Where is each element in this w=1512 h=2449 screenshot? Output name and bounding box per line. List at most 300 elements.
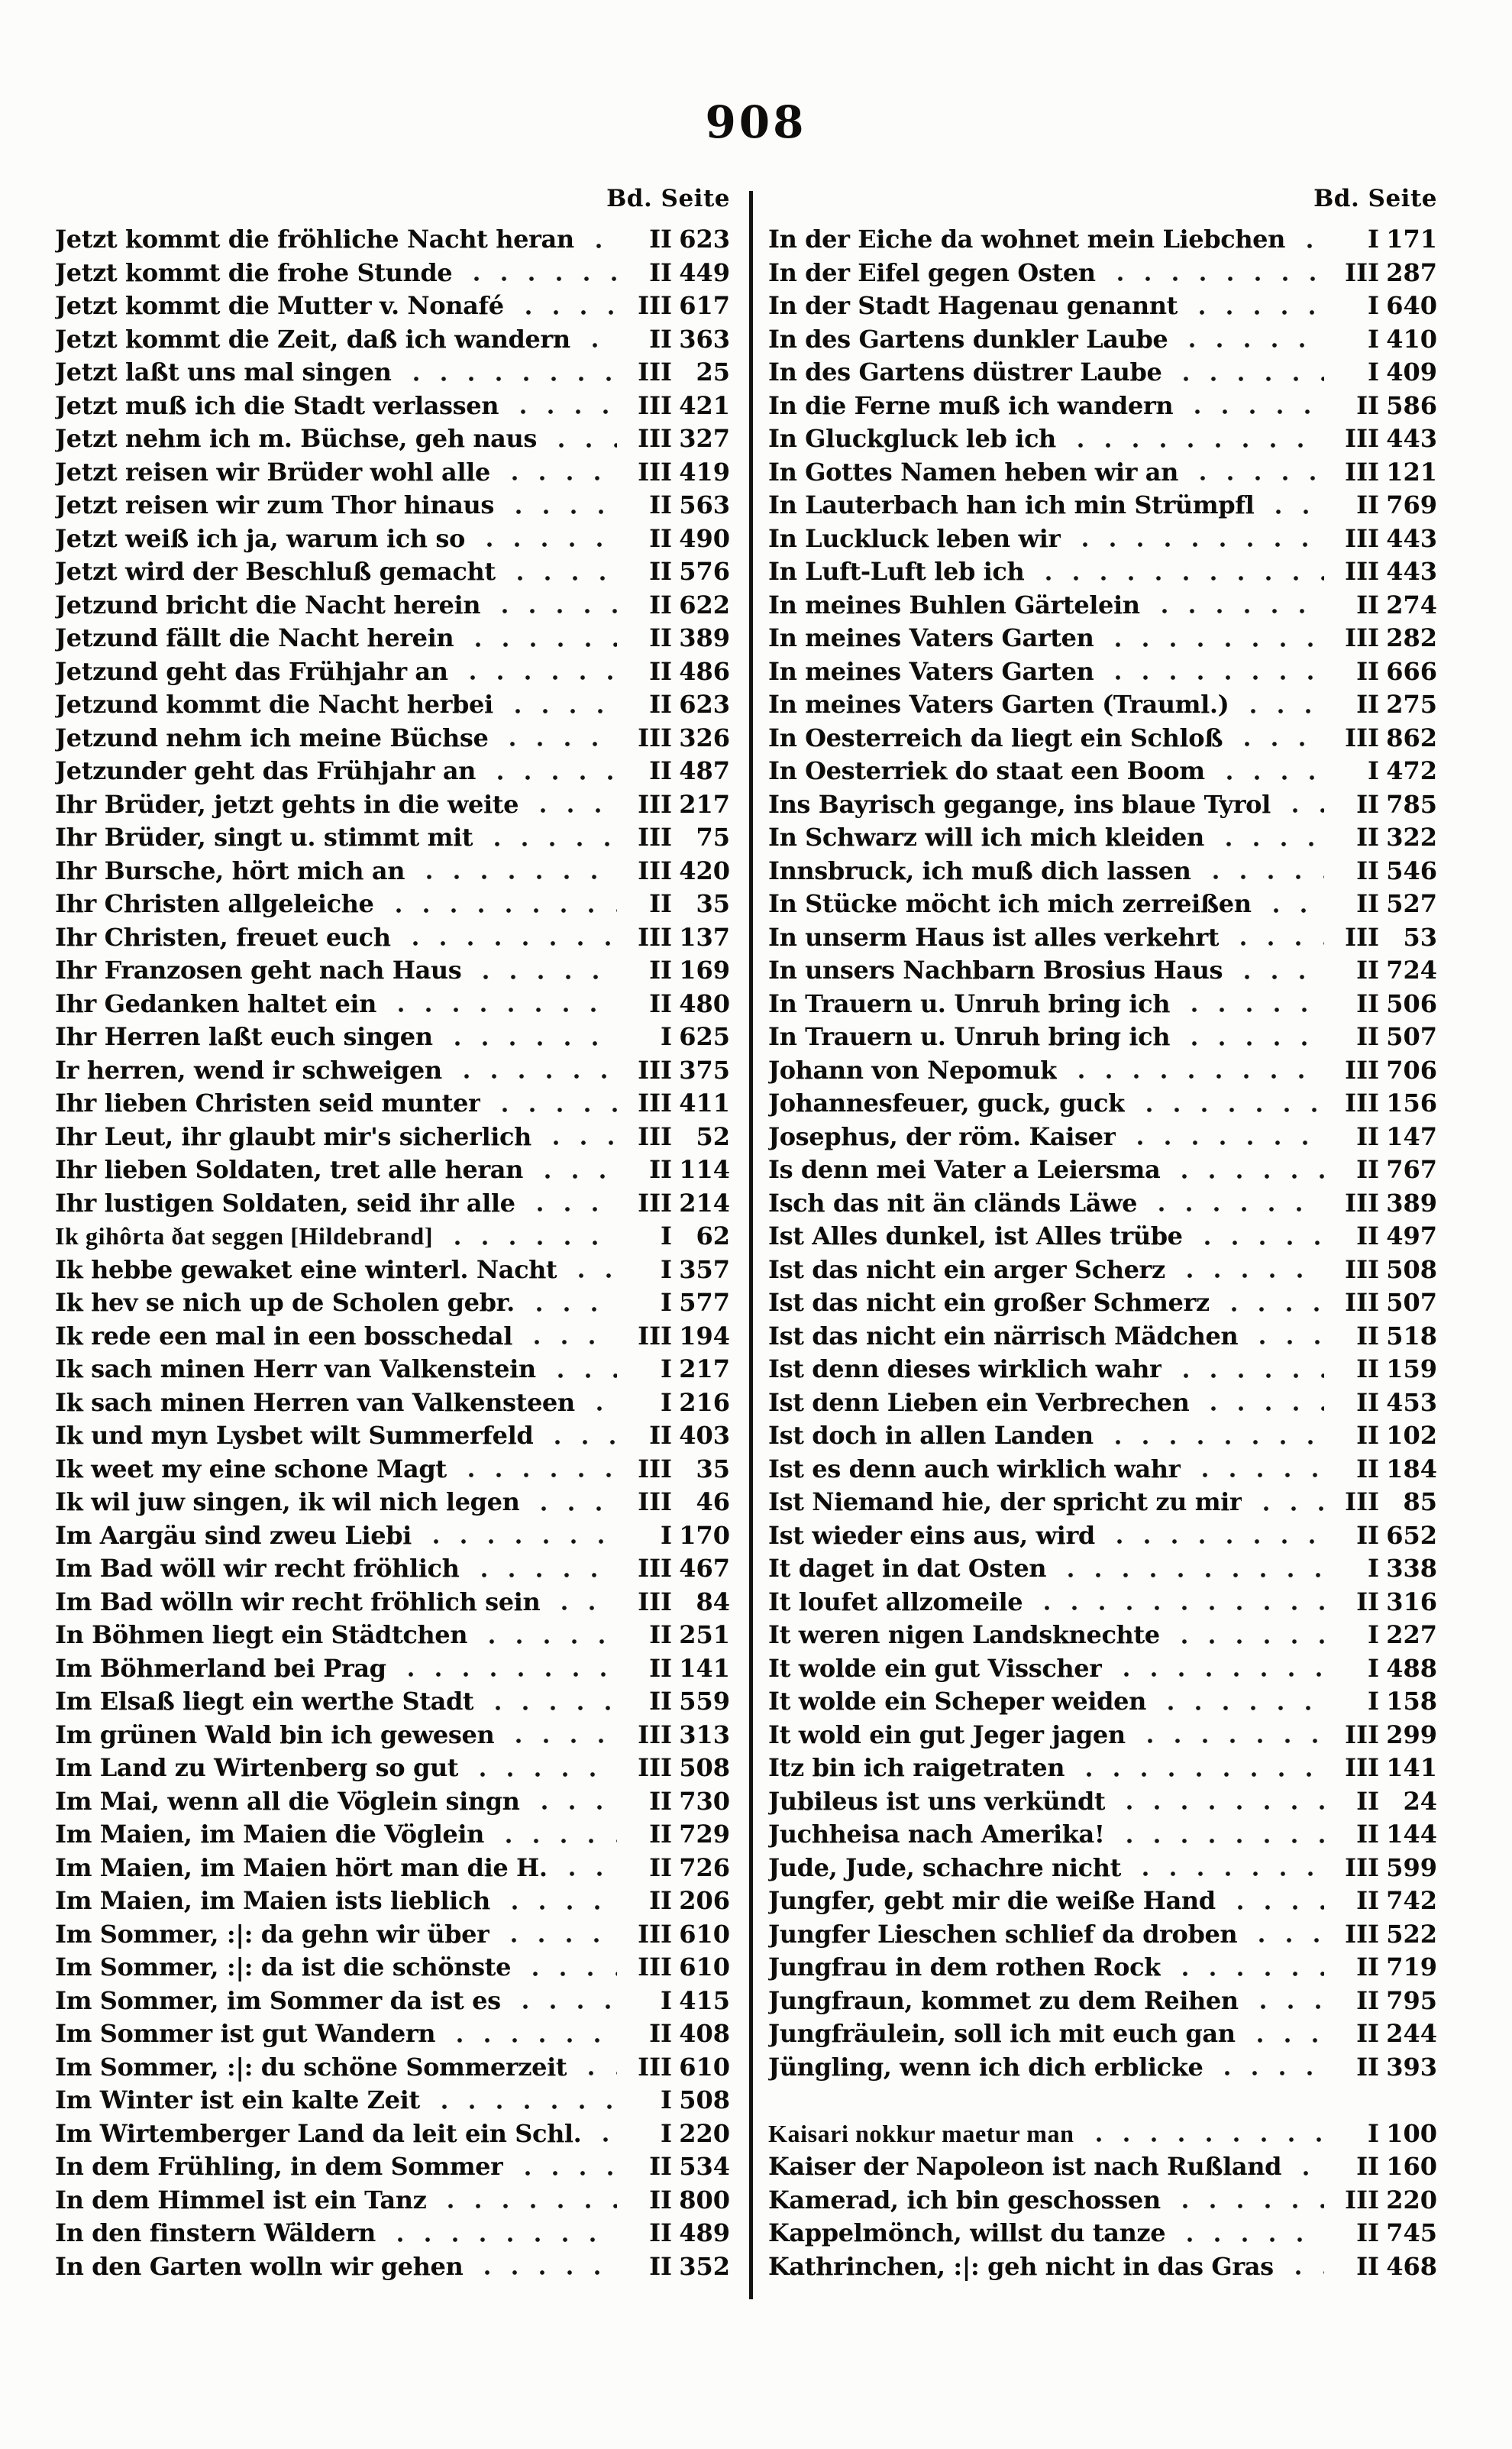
index-entry: [55, 555, 730, 589]
index-entry: [55, 888, 730, 921]
entry-title: In Lauterbach han ich min Strümpfl: [768, 490, 1255, 519]
entry-dots-leader: [551, 1605, 617, 1611]
index-entry: [768, 2150, 1437, 2184]
entry-dots-leader: [1215, 841, 1324, 847]
entry-title: Ist es denn auch wirklich wahr: [768, 1454, 1181, 1483]
entry-page: 507: [1386, 1288, 1437, 1317]
entry-page: 217: [679, 789, 730, 819]
entry-page: 326: [679, 723, 730, 752]
entry-title: Ist das nicht ein arger Scherz: [768, 1254, 1165, 1284]
entry-dots-leader: [1171, 1971, 1324, 1977]
entry-volume: III: [1345, 1089, 1379, 1118]
entry-page: 141: [679, 1653, 730, 1683]
entry-dots-leader: [499, 741, 617, 747]
entry-dots-leader: [1148, 1206, 1324, 1212]
entry-page: 518: [1386, 1321, 1437, 1351]
index-entry: [768, 1519, 1437, 1553]
index-entry: [55, 855, 730, 888]
entry-title: Im Bad wöll wir recht fröhlich: [55, 1554, 460, 1583]
index-entry: [768, 1685, 1437, 1719]
entry-dots-leader: [1262, 907, 1324, 914]
entry-volume: II: [1356, 690, 1379, 719]
entry-dots-leader: [1075, 1771, 1324, 1778]
index-entry: [55, 1619, 730, 1652]
entry-title: In Stücke möcht ich mich zerreißen: [768, 889, 1252, 918]
entry-page: 420: [679, 856, 730, 885]
entry-page: 35: [696, 889, 730, 918]
entry-dots-leader: [509, 409, 617, 415]
index-entry: [55, 1054, 730, 1088]
entry-dots-leader: [386, 2237, 617, 2243]
index-entry: [55, 1552, 730, 1586]
index-entry: [55, 921, 730, 955]
index-entry: [768, 1619, 1437, 1652]
entry-volume: I: [1368, 357, 1379, 387]
entry-page: 170: [679, 1520, 730, 1550]
entry-title: In der Eiche da wohnet mein Liebchen: [768, 225, 1286, 254]
entry-page: 623: [679, 690, 730, 719]
entry-dots-leader: [1171, 2203, 1324, 2209]
entry-dots-leader: [1104, 675, 1324, 681]
entry-volume: I: [661, 2118, 672, 2148]
entry-volume: I: [661, 1254, 672, 1284]
entry-title: Im grünen Wald bin ich gewesen: [55, 1719, 495, 1749]
entry-dots-leader: [1181, 1040, 1324, 1047]
entry-dots-leader: [1292, 2170, 1324, 2176]
entry-page: 251: [679, 1620, 730, 1649]
entry-page: 742: [1386, 1886, 1437, 1915]
entry-volume: III: [1345, 523, 1379, 553]
entry-title: Jetzt muß ich die Stadt verlassen: [55, 390, 499, 420]
entry-dots-leader: [1239, 708, 1324, 714]
entry-title: Jetzt weiß ich ja, warum ich so: [55, 523, 465, 553]
entry-dots-leader: [470, 1572, 617, 1578]
index-entry: [55, 2184, 730, 2218]
index-entry: [55, 954, 730, 988]
entry-volume: II: [649, 257, 672, 287]
entry-dots-leader: [1248, 1937, 1324, 1943]
entry-title: Ik und myn Lysbet wilt Summerfeld: [55, 1421, 534, 1450]
entry-title: Jubileus ist uns verkündt: [768, 1786, 1106, 1816]
entry-page: 102: [1386, 1421, 1437, 1450]
entry-title: Im Maien, im Maien die Vöglein: [55, 1820, 485, 1849]
index-entry: [55, 1087, 730, 1121]
entry-title: In meines Vaters Garten (Trauml.): [768, 690, 1229, 719]
entry-page: 158: [1386, 1687, 1437, 1716]
entry-volume: III: [1345, 1719, 1379, 1749]
entry-volume: III: [638, 789, 672, 819]
entry-volume: II: [1356, 856, 1379, 885]
entry-dots-leader: [483, 841, 617, 847]
entry-volume: III: [1345, 1288, 1379, 1317]
index-entry: [768, 223, 1437, 257]
entry-page: 393: [1386, 2052, 1437, 2082]
entry-dots-leader: [505, 1738, 617, 1744]
index-entry: [55, 688, 730, 722]
entry-dots-leader: [1229, 940, 1324, 946]
entry-dots-leader: [1200, 1406, 1324, 1412]
entry-page: 419: [679, 457, 730, 487]
left-column-entries: [55, 223, 730, 2283]
entry-title: Ihr lustigen Soldaten, seid ihr alle: [55, 1188, 515, 1218]
entry-volume: II: [1356, 490, 1379, 519]
entry-title: Jetzt nehm ich m. Büchse, geh naus: [55, 424, 537, 453]
entry-title: Jetzt kommt die fröhliche Nacht heran: [55, 225, 574, 254]
index-entry: [55, 1752, 730, 1785]
index-entry: [55, 1486, 730, 1519]
index-entry: [55, 456, 730, 490]
index-entry: [768, 1918, 1437, 1952]
entry-dots-leader: [1265, 509, 1324, 515]
entry-dots-leader: [385, 907, 617, 914]
index-entry: [55, 1785, 730, 1819]
entry-title: Jetzunder geht das Frühjahr an: [55, 756, 477, 785]
index-entry: [55, 1220, 730, 1254]
entry-volume: II: [649, 2218, 672, 2247]
index-entry: [55, 1286, 730, 1320]
entry-title: Im Winter ist ein kalte Zeit: [55, 2085, 420, 2114]
index-entry: [768, 323, 1437, 357]
entry-volume: II: [1356, 1321, 1379, 1351]
index-entry: [768, 589, 1437, 623]
entry-page: 599: [1386, 1852, 1437, 1882]
entry-volume: II: [649, 1886, 672, 1915]
index-entry: [55, 755, 730, 788]
entry-dots-leader: [506, 575, 617, 581]
entry-title: Jetzt reisen wir Brüder wohl alle: [55, 457, 490, 487]
entry-dots-leader: [1233, 974, 1324, 980]
entry-volume: I: [1368, 225, 1379, 254]
index-entry: [55, 821, 730, 855]
left-column: [55, 183, 730, 2283]
entry-volume: III: [1345, 1487, 1379, 1516]
entry-page: 726: [679, 1852, 730, 1882]
index-entry: [768, 489, 1437, 522]
entry-page: 389: [1386, 1188, 1437, 1218]
index-entry: [768, 622, 1437, 655]
entry-page: 409: [1386, 357, 1437, 387]
entry-dots-leader: [1202, 874, 1324, 880]
entry-title: Jetzt kommt die frohe Stunde: [55, 257, 453, 287]
entry-dots-leader: [476, 542, 617, 548]
index-entry: [768, 1752, 1437, 1785]
entry-page: 497: [1386, 1221, 1437, 1250]
entry-volume: II: [1356, 1387, 1379, 1417]
entry-page: 415: [679, 1985, 730, 2015]
entry-dots-leader: [1116, 1838, 1324, 1844]
index-entry: [55, 1021, 730, 1054]
right-column-entries: [768, 223, 1437, 2283]
index-entry: [55, 1320, 730, 1354]
index-entry: [768, 1220, 1437, 1254]
entry-dots-leader: [446, 2037, 617, 2043]
entry-page: 730: [679, 1786, 730, 1816]
index-entry: [55, 2017, 730, 2051]
entry-page: 160: [1386, 2152, 1437, 2181]
entry-dots-leader: [534, 1173, 617, 1179]
entry-title: In der Eifel gegen Osten: [768, 257, 1096, 287]
entry-title: In meines Vaters Garten: [768, 656, 1094, 686]
entry-volume: III: [1345, 2185, 1379, 2214]
entry-title: Isch das nit än cländs Läwe: [768, 1188, 1138, 1218]
entry-title: Im Bad wölln wir recht fröhlich sein: [55, 1587, 541, 1616]
entry-volume: I: [1368, 1687, 1379, 1716]
entry-dots-leader: [1126, 1140, 1324, 1146]
index-entry: [55, 1918, 730, 1952]
entry-title: In die Ferne muß ich wandern: [768, 390, 1174, 420]
entry-title: Jetzund kommt die Nacht herbei: [55, 690, 493, 719]
entry-volume: II: [1356, 889, 1379, 918]
entry-dots-leader: [1213, 2070, 1324, 2076]
entry-dots-leader: [1071, 542, 1324, 548]
entry-volume: II: [1356, 1587, 1379, 1616]
entry-volume: II: [649, 590, 672, 620]
entry-volume: II: [649, 988, 672, 1018]
entry-page: 62: [696, 1221, 730, 1250]
entry-dots-leader: [422, 1538, 617, 1545]
entry-page: 206: [679, 1886, 730, 1915]
entry-title: Ik hev se nich up de Scholen gebr.: [55, 1288, 515, 1317]
index-entry: [768, 2184, 1437, 2218]
entry-dots-leader: [486, 775, 617, 781]
entry-page: 184: [1386, 1454, 1437, 1483]
entry-page: 508: [1386, 1254, 1437, 1284]
entry-dots-leader: [522, 1971, 617, 1977]
entry-page: 100: [1386, 2118, 1437, 2148]
entry-page: 299: [1386, 1719, 1437, 1749]
entry-volume: II: [649, 1687, 672, 1716]
entry-title: Jungfrau in dem rothen Rock: [768, 1952, 1161, 1982]
index-entry: [768, 1187, 1437, 1221]
entry-page: 610: [679, 2052, 730, 2082]
entry-volume: II: [649, 1653, 672, 1683]
entry-dots-leader: [469, 1771, 617, 1778]
entry-dots-leader: [1067, 442, 1324, 448]
entry-page: 287: [1386, 257, 1437, 287]
entry-dots-leader: [1284, 2269, 1324, 2276]
entry-title: Is denn mei Vater a Leiersma: [768, 1155, 1161, 1184]
entry-dots-leader: [1068, 1073, 1324, 1079]
entry-page: 403: [679, 1421, 730, 1450]
entry-title: In Luft-Luft leb ich: [768, 557, 1025, 586]
index-entry: [768, 722, 1437, 755]
entry-page: 467: [679, 1554, 730, 1583]
index-entry: [55, 356, 730, 390]
entry-page: 227: [1386, 1620, 1437, 1649]
entry-volume: I: [661, 1387, 672, 1417]
entry-dots-leader: [453, 1073, 617, 1079]
entry-page: 706: [1386, 1055, 1437, 1085]
entry-title: In dem Himmel ist ein Tanz: [55, 2185, 427, 2214]
entry-title: In Luckluck leben wir: [768, 523, 1061, 553]
entry-dots-leader: [402, 940, 617, 946]
entry-volume: I: [1368, 1554, 1379, 1583]
entry-dots-leader: [515, 309, 617, 315]
entry-page: 559: [679, 1687, 730, 1716]
entry-title: Jüngling, wenn ich dich erblicke: [768, 2052, 1203, 2082]
index-entry: [55, 422, 730, 456]
entry-page: 244: [1386, 2019, 1437, 2048]
entry-page: 410: [1386, 324, 1437, 354]
entry-title: Im Wirtemberger Land da leit ein Schl.: [55, 2118, 582, 2148]
index-entry: [55, 1586, 730, 1619]
entry-title: In Gottes Namen heben wir an: [768, 457, 1179, 487]
entry-page: 25: [696, 357, 730, 387]
entry-dots-leader: [1194, 1240, 1324, 1246]
entry-title: Ik gihôrta ðat seggen [Hildebrand]: [55, 1222, 434, 1250]
entry-dots-leader: [1116, 1804, 1324, 1810]
index-entry: [768, 1884, 1437, 1918]
entry-volume: III: [638, 1055, 672, 1085]
entry-title: Jetzt reisen wir zum Thor hinaus: [55, 490, 494, 519]
index-entry: [55, 1353, 730, 1386]
entry-volume: II: [1356, 956, 1379, 985]
entry-page: 486: [679, 656, 730, 686]
index-entry: [55, 655, 730, 689]
entry-volume: II: [649, 225, 672, 254]
entry-volume: II: [649, 2019, 672, 2048]
entry-page: 147: [1386, 1121, 1437, 1151]
entry-volume: III: [1345, 1254, 1379, 1284]
index-entry: [768, 1486, 1437, 1519]
index-entry: [768, 2051, 1437, 2085]
entry-volume: III: [1345, 623, 1379, 652]
entry-title: Ihr lieben Soldaten, tret alle heran: [55, 1155, 524, 1184]
entry-title: Jungfräulein, soll ich mit euch gan: [768, 2019, 1236, 2048]
entry-page: 443: [1386, 424, 1437, 453]
entry-title: It wolde ein gut Visscher: [768, 1653, 1102, 1683]
entry-volume: II: [1356, 1354, 1379, 1383]
index-entry: [55, 2117, 730, 2151]
entry-volume: II: [1356, 656, 1379, 686]
entry-dots-leader: [1033, 1605, 1324, 1611]
entry-title: Jungfer, gebt mir die weiße Hand: [768, 1886, 1216, 1915]
entry-page: 217: [679, 1354, 730, 1383]
index-entry: [55, 257, 730, 290]
index-entry: [768, 356, 1437, 390]
index-entry: [55, 1951, 730, 1985]
entry-title: In der Stadt Hagenau genannt: [768, 291, 1178, 320]
entry-title: Jude, Jude, schachre nicht: [768, 1852, 1122, 1882]
entry-volume: I: [1368, 2118, 1379, 2148]
entry-volume: II: [649, 2251, 672, 2281]
entry-page: 363: [679, 324, 730, 354]
entry-page: 121: [1386, 457, 1437, 487]
entry-volume: II: [1356, 2052, 1379, 2082]
entry-page: 507: [1386, 1022, 1437, 1051]
entry-page: 144: [1386, 1820, 1437, 1849]
entry-page: 220: [1386, 2185, 1437, 2214]
entry-dots-leader: [387, 1007, 617, 1013]
entry-volume: I: [1368, 1653, 1379, 1683]
entry-title: Im Sommer ist gut Wandern: [55, 2019, 436, 2048]
entry-volume: III: [638, 1952, 672, 1982]
entry-dots-leader: [514, 2170, 617, 2176]
index-entry: [768, 522, 1437, 556]
index-entry: [768, 2017, 1437, 2051]
column-divider: [749, 191, 753, 2299]
index-entry: [55, 1121, 730, 1154]
index-entry: [768, 1586, 1437, 1619]
entry-page: 724: [1386, 956, 1437, 985]
entry-volume: III: [638, 1089, 672, 1118]
entry-page: 490: [679, 523, 730, 553]
entry-volume: II: [649, 2152, 672, 2181]
entry-dots-leader: [397, 1671, 617, 1677]
entry-volume: II: [1356, 988, 1379, 1018]
entry-volume: II: [649, 1620, 672, 1649]
entry-page: 214: [679, 1188, 730, 1218]
entry-volume: II: [649, 1820, 672, 1849]
entry-title: Ist denn Lieben ein Verbrechen: [768, 1387, 1190, 1417]
entry-volume: III: [638, 357, 672, 387]
entry-title: Ihr Brüder, jetzt gehts in die weite: [55, 789, 519, 819]
entry-title: Im Sommer, :|: da ist die schönste: [55, 1952, 512, 1982]
entry-page: 443: [1386, 557, 1437, 586]
entry-dots-leader: [1085, 2137, 1324, 2143]
entry-volume: II: [649, 490, 672, 519]
entry-dots-leader: [1104, 1439, 1324, 1445]
entry-page: 411: [679, 1089, 730, 1118]
entry-title: Johann von Nepomuk: [768, 1055, 1057, 1085]
entry-dots-leader: [1189, 475, 1324, 481]
index-entry: [55, 2051, 730, 2085]
entry-page: 785: [1386, 789, 1437, 819]
entry-dots-leader: [463, 276, 617, 282]
entry-page: 159: [1386, 1354, 1437, 1383]
entry-title: It wold ein gut Jeger jagen: [768, 1719, 1126, 1749]
entry-dots-leader: [464, 642, 617, 648]
entry-volume: II: [1356, 390, 1379, 420]
entry-volume: II: [649, 2185, 672, 2214]
entry-title: In des Gartens dunkler Laube: [768, 324, 1168, 354]
entry-dots-leader: [544, 1439, 617, 1445]
index-entry: [55, 2150, 730, 2184]
entry-page: 171: [1386, 225, 1437, 254]
entry-page: 522: [1386, 1919, 1437, 1949]
entry-volume: I: [661, 1354, 672, 1383]
entry-dots-leader: [531, 1804, 617, 1810]
entry-title: Jetzt laßt uns mal singen: [55, 357, 392, 387]
entry-volume: III: [1345, 1055, 1379, 1085]
entry-page: 508: [679, 1753, 730, 1782]
entry-dots-leader: [1035, 575, 1324, 581]
entry-page: 610: [679, 1952, 730, 1982]
index-entry: [768, 422, 1437, 456]
entry-volume: III: [638, 1487, 672, 1516]
entry-volume: III: [1345, 1852, 1379, 1882]
entry-title: Innsbruck, ich muß dich lassen: [768, 856, 1191, 885]
index-entry: [768, 1054, 1437, 1088]
entry-title: Kaiser der Napoleon ist nach Rußland: [768, 2152, 1282, 2181]
index-entry: [55, 223, 730, 257]
index-entry: [55, 1719, 730, 1752]
entry-title: In meines Vaters Garten: [768, 623, 1094, 652]
entry-volume: III: [1345, 1188, 1379, 1218]
entry-page: 468: [1386, 2251, 1437, 2281]
entry-volume: II: [649, 557, 672, 586]
entry-dots-leader: [402, 376, 617, 382]
entry-dots-leader: [501, 1904, 617, 1910]
entry-volume: I: [661, 1288, 672, 1317]
index-entry: [55, 2084, 730, 2117]
entry-title: It wolde ein Scheper weiden: [768, 1687, 1146, 1716]
entry-title: Kappelmönch, willst du tanze: [768, 2218, 1166, 2247]
entry-dots-leader: [1281, 807, 1324, 814]
entry-volume: III: [638, 424, 672, 453]
entry-volume: III: [638, 1454, 672, 1483]
entry-page: 800: [679, 2185, 730, 2214]
